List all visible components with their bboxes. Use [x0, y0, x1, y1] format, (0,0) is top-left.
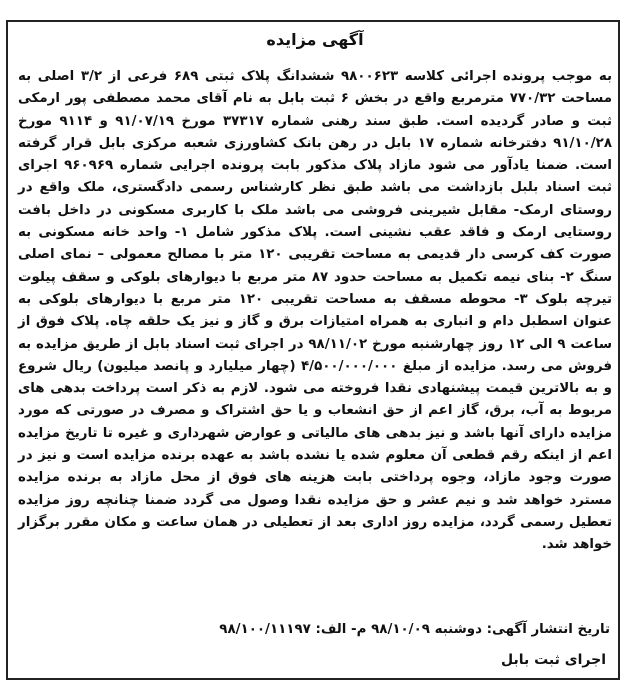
publication-date-line: تاریخ انتشار آگهی: دوشنبه ۹۸/۱۰/۰۹ م- الف: ۹۸/۱۰۰/۱۱۱۹۷	[219, 622, 610, 637]
notice-title: آگهی مزایده	[266, 30, 364, 49]
notice-body: به موجب پرونده اجرائی کلاسه ۹۸۰۰۶۲۳ ششدانگ پلاک ثبتی ۶۸۹ فرعی از ۳/۲ اصلی به مساحت ۷۷۰/۳۲ مترمربع واقع در بخش ۶ ثبت بابل به نام آقای محمد مصطفی پور ارمکی ثبت و صادر گردیده است. طبق سند رهنی شماره ۳۷۳۱۷ مورخ ۹۱/۰۷/۱۹ و ۹۱۱۴ مورخ ۹۱/۱۰/۲۸ دفترخانه شماره ۱۷ بابل در رهن بانک کشاورزی شعبه مرکزی بابل قرار گرفته است. ضمنا یادآور می شود مازاد پلاک مذکور بابت پرونده اجرایی شماره ۹۶۰۹۶۹ اجرای ثبت اسناد بلبل بازداشت می باشد طبق نظر کارشناس رسمی دادگستری، ملک واقع در روستای ارمک- مقابل شیرینی فروشی می باشد ملک با کاربری مسکونی در داخل بافت روستایی ارمک و فاقد عقب نشینی است. پلاک مذکور شامل ۱- واحد خانه مسکونی به صورت کف کرسی دار قدیمی به مساحت تقریبی ۱۲۰ متر با مصالح معمولی – نمای اصلی سنگ ۲- بنای نیمه تکمیل به مساحت حدود ۸۷ متر مربع با دیوارهای بلوکی و سقف پیلوت تیرچه بلوک ۳- محوطه مسقف به مساحت تقریبی ۱۲۰ متر مربع با دیوارهای بلوکی به عنوان اسطبل دام و انباری به همراه امتیازات برق و گاز و نیز یک حلقه چاه. پلاک فوق از ساعت ۹ الی ۱۲ روز چهارشنبه مورخ ۹۸/۱۱/۰۲ در اجرای ثبت اسناد بابل از طریق مزایده به فروش می رسد. مزایده از مبلغ ۴/۵۰۰/۰۰۰/۰۰۰ (چهار میلیارد و پانصد میلیون) ریال شروع و به بالاترین قیمت پیشنهادی نقدا فروخته می شود. لازم به ذکر است پرداخت بدهی های مربوط به آب، برق، گاز اعم از حق انشعاب و یا حق اشتراک و مصرف در صورتی که مورد مزایده دارای آنها باشد و نیز بدهی های مالیاتی و عوارض شهرداری و غیره تا تاریخ مزایده اعم از اینکه رقم قطعی آن معلوم شده یا نشده باشد به عهده برنده مزایده است و نیز در صورت وجود مازاد، وجوه پرداختی بابت هزینه های فوق از محل مازاد به برنده مزایده مسترد خواهد شد و نیم عشر و حق مزایده نقدا وصول می گردد ضمنا چنانچه روز مزایده تعطیل رسمی گردد، مزایده روز اداری بعد از تعطیلی در همان ساعت و مکان مقرر برگزار خواهد شد.	[18, 69, 613, 553]
signature: اجرای ثبت بابل	[500, 652, 606, 668]
